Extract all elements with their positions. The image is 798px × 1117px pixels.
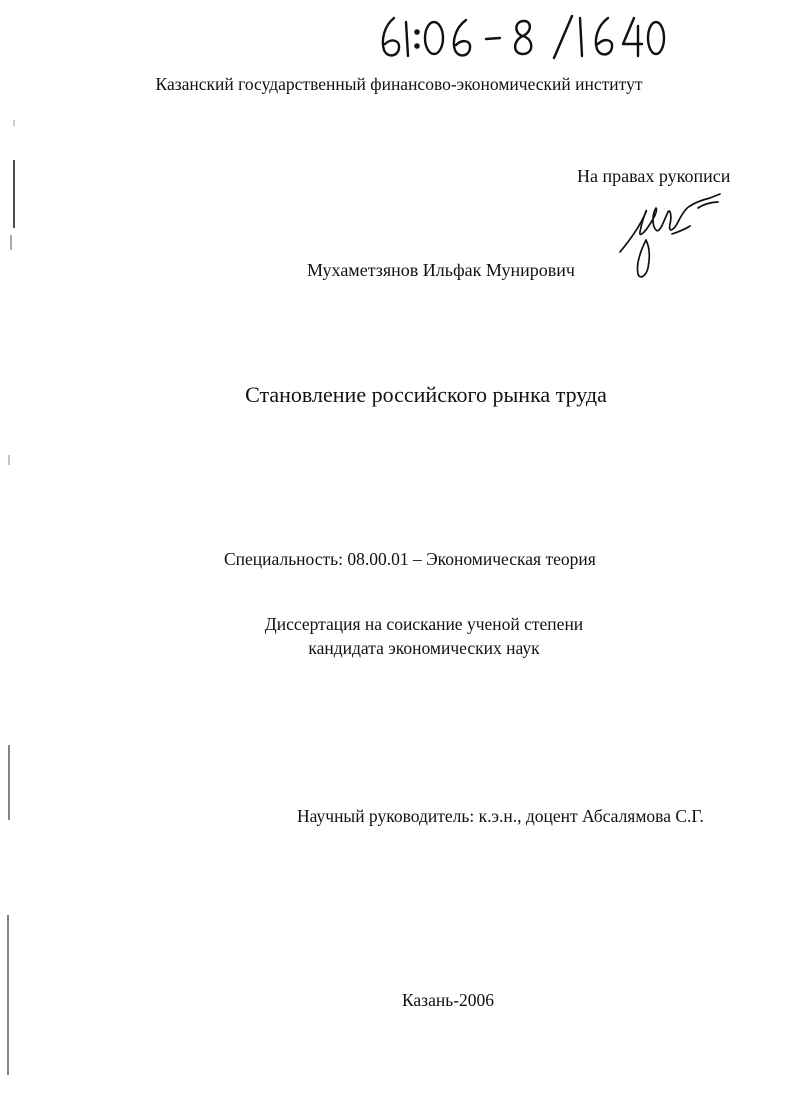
scan-edge-marks [0,0,30,1117]
specialty-line: Специальность: 08.00.01 – Экономическая теория [224,549,596,569]
scientific-advisor: Научный руководитель: к.э.н., доцент Абсалямова С.Г. [297,806,704,826]
degree-line-2: кандидата экономических наук [308,638,540,658]
handwritten-archive-number [376,12,666,62]
city-year: Казань-2006 [401,990,495,1010]
signature [612,190,730,282]
manuscript-note: На правах рукописи [577,166,731,186]
author-name: Мухаметзянов Ильфак Мунирович [307,260,575,280]
degree-statement [0,612,798,660]
degree-line-1: Диссертация на соискание ученой степени [264,614,584,634]
dissertation-title: Становление российского рынка труда [245,382,607,407]
institute-name: Казанский государственный финансово-экономический институт [155,74,643,94]
